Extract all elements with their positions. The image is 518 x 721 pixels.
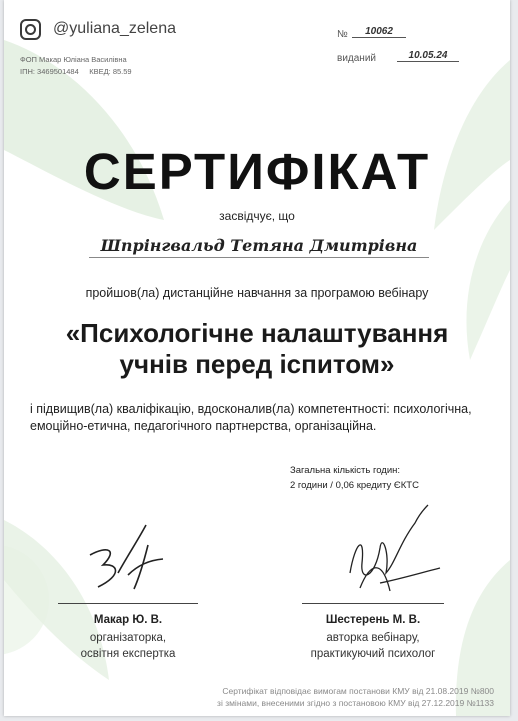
signatory-role-right [278, 630, 468, 662]
hours-value: 2 години / 0,06 кредиту ЄКТС [290, 480, 419, 491]
footer-line-2: зі змінами, внесеними згідно з постановою КМУ від 27.12.2019 №1133 [217, 698, 494, 708]
course-line-1: «Психологічне налаштування [65, 318, 449, 348]
entrepreneur-name: ФОП Макар Юліана Василівна [20, 55, 127, 64]
certifies-text: засвідчує, що [219, 209, 295, 223]
footer-line-1: Сертифікат відповідає вимогам постанови КМУ від 21.08.2019 №800 [222, 686, 494, 696]
tax-id: ІПН: 3469501484 [20, 67, 79, 76]
certificate-page [4, 0, 510, 716]
signatory-name-right: Шестерень М. В. [325, 614, 421, 626]
instagram-icon [20, 19, 41, 40]
tax-codes [20, 67, 132, 76]
completed-text: пройшов(ла) дистанційне навчання за програмою вебінару [85, 286, 429, 300]
signatory-role-left [38, 630, 218, 662]
issued-label: виданий [337, 53, 376, 64]
certificate-title: СЕРТИФІКАТ [83, 143, 431, 200]
activity-code: КВЕД: 85.59 [89, 67, 132, 76]
recipient-name: Шпрінгвальд Тетяна Дмитрівна [89, 236, 429, 258]
signature-right [320, 503, 460, 603]
issued-value: 10.05.24 [397, 50, 459, 62]
number-value: 10062 [352, 26, 406, 38]
signatory-name-left: Макар Ю. В. [93, 614, 163, 626]
social-handle: @yuliana_zelena [53, 20, 176, 37]
number-label: № [337, 29, 348, 40]
signature-line-left [58, 603, 198, 604]
hours-label: Загальна кількість годин: [290, 465, 401, 476]
signatory-role-left-2: освітня експертка [80, 648, 176, 660]
signatory-role-right-2: практикуючий психолог [310, 648, 436, 660]
competence-text: і підвищив(ла) кваліфікацію, вдосконалив(ла) компетентності: психологічна, емоційно-етична, педагогічного партнерства, організаційна. [30, 402, 472, 433]
signature-left [68, 515, 188, 595]
legal-footer [124, 685, 494, 709]
hours-block [290, 463, 419, 493]
signatory-role-left-1: організаторка, [89, 632, 167, 644]
course-title [4, 318, 510, 380]
signatory-role-right-1: авторка вебінару, [326, 632, 420, 644]
course-line-2: учнів перед іспитом» [119, 349, 395, 379]
signature-line-right [302, 603, 444, 604]
